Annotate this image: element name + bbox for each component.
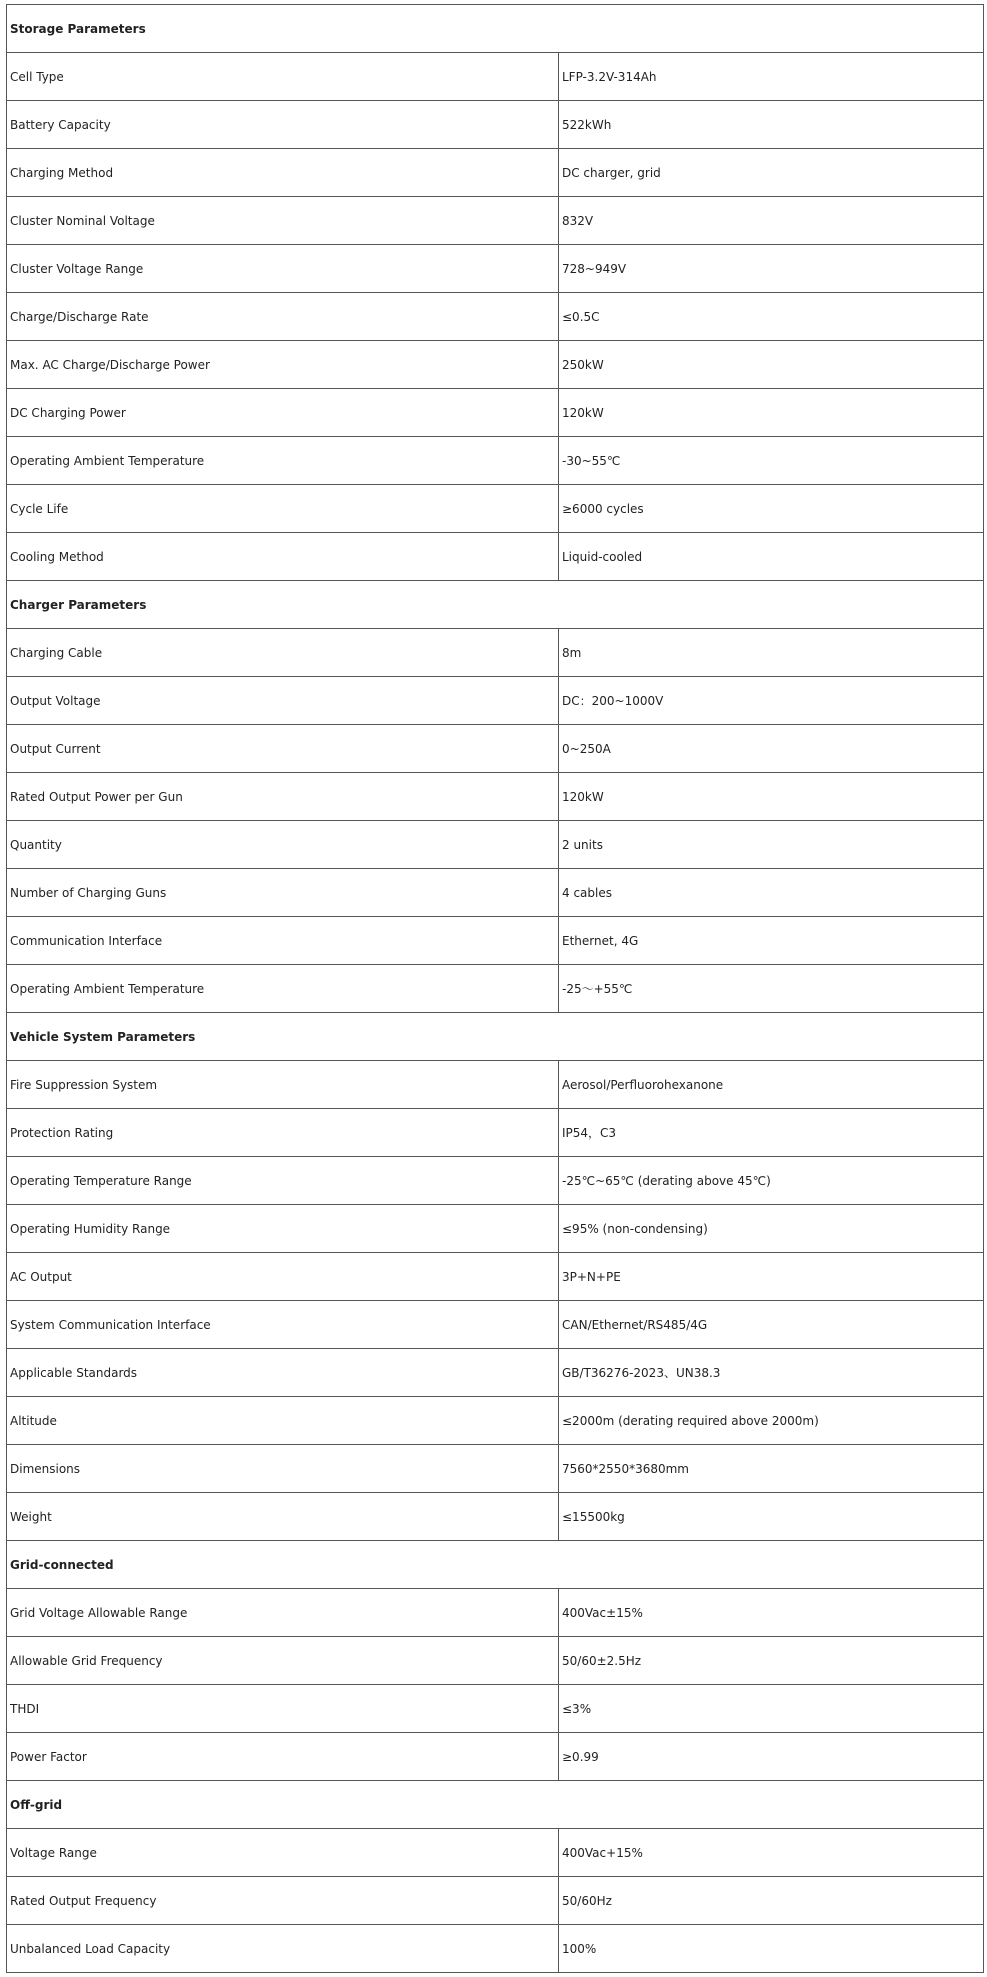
spec-table [6,4,984,1973]
section-header-vehicle [7,1013,984,1061]
param-label: Operating Ambient Temperature [7,437,559,485]
param-value: Ethernet, 4G [559,917,984,965]
param-label: Grid Voltage Allowable Range [7,1589,559,1637]
param-label: Output Current [7,725,559,773]
param-label: THDI [7,1685,559,1733]
table-row [7,1157,984,1205]
param-value: -30~55℃ [559,437,984,485]
table-row [7,341,984,389]
param-label: Max. AC Charge/Discharge Power [7,341,559,389]
param-label: Allowable Grid Frequency [7,1637,559,1685]
table-row [7,485,984,533]
param-label: Rated Output Frequency [7,1877,559,1925]
param-value: ≤2000m (derating required above 2000m) [559,1397,984,1445]
param-label: DC Charging Power [7,389,559,437]
param-value: LFP-3.2V-314Ah [559,53,984,101]
param-value: 400Vac+15% [559,1829,984,1877]
param-value: 400Vac±15% [559,1589,984,1637]
table-row [7,1877,984,1925]
table-row [7,773,984,821]
table-row [7,1733,984,1781]
param-value: GB/T36276-2023、UN38.3 [559,1349,984,1397]
param-value: -25℃~65℃ (derating above 45℃) [559,1157,984,1205]
param-value: 7560*2550*3680mm [559,1445,984,1493]
table-row [7,965,984,1013]
param-label: Protection Rating [7,1109,559,1157]
table-row [7,1061,984,1109]
param-value: 522kWh [559,101,984,149]
table-row [7,725,984,773]
param-value: 100% [559,1925,984,1973]
param-value: IP54，C3 [559,1109,984,1157]
table-row [7,245,984,293]
param-label: Weight [7,1493,559,1541]
param-value: 120kW [559,773,984,821]
param-value: 4 cables [559,869,984,917]
param-value: 2 units [559,821,984,869]
table-row [7,677,984,725]
section-header-grid-connected [7,1541,984,1589]
param-value: ≤95% (non-condensing) [559,1205,984,1253]
param-label: Operating Temperature Range [7,1157,559,1205]
table-row [7,869,984,917]
table-row [7,1253,984,1301]
param-value: 50/60±2.5Hz [559,1637,984,1685]
param-label: Battery Capacity [7,101,559,149]
table-row [7,1349,984,1397]
param-label: Power Factor [7,1733,559,1781]
param-label: Cycle Life [7,485,559,533]
section-header-charger [7,581,984,629]
param-value: 728~949V [559,245,984,293]
section-title: Vehicle System Parameters [7,1013,984,1061]
param-value: Liquid-cooled [559,533,984,581]
param-value: DC：200~1000V [559,677,984,725]
param-label: Rated Output Power per Gun [7,773,559,821]
param-value: 250kW [559,341,984,389]
section-title: Off-grid [7,1781,984,1829]
table-row [7,1925,984,1973]
table-row [7,533,984,581]
param-value: ≤0.5C [559,293,984,341]
param-label: Fire Suppression System [7,1061,559,1109]
param-label: Charging Method [7,149,559,197]
table-row [7,1397,984,1445]
section-title: Grid-connected [7,1541,984,1589]
param-label: Charge/Discharge Rate [7,293,559,341]
param-value: 0~250A [559,725,984,773]
table-row [7,1301,984,1349]
param-label: Operating Ambient Temperature [7,965,559,1013]
param-label: Number of Charging Guns [7,869,559,917]
param-label: Unbalanced Load Capacity [7,1925,559,1973]
table-row [7,1445,984,1493]
section-title: Charger Parameters [7,581,984,629]
param-label: Communication Interface [7,917,559,965]
param-value: 120kW [559,389,984,437]
table-row [7,1109,984,1157]
param-label: Cooling Method [7,533,559,581]
param-value: ≥6000 cycles [559,485,984,533]
param-value: 8m [559,629,984,677]
param-label: Operating Humidity Range [7,1205,559,1253]
section-title: Storage Parameters [7,5,984,53]
param-value: ≤15500kg [559,1493,984,1541]
param-value: 832V [559,197,984,245]
param-label: Cell Type [7,53,559,101]
table-row [7,629,984,677]
table-row [7,1829,984,1877]
param-label: Applicable Standards [7,1349,559,1397]
table-row [7,197,984,245]
param-label: Dimensions [7,1445,559,1493]
table-row [7,1589,984,1637]
table-row [7,293,984,341]
section-header-off-grid [7,1781,984,1829]
param-label: Altitude [7,1397,559,1445]
param-value: ≥0.99 [559,1733,984,1781]
table-row [7,101,984,149]
param-value: 3P+N+PE [559,1253,984,1301]
param-label: Voltage Range [7,1829,559,1877]
table-row [7,1637,984,1685]
table-row [7,1685,984,1733]
param-value: DC charger, grid [559,149,984,197]
table-row [7,821,984,869]
param-value: Aerosol/Perfluorohexanone [559,1061,984,1109]
param-label: System Communication Interface [7,1301,559,1349]
table-row [7,1493,984,1541]
table-row [7,149,984,197]
table-row [7,1205,984,1253]
param-label: AC Output [7,1253,559,1301]
table-row [7,917,984,965]
param-label: Output Voltage [7,677,559,725]
table-row [7,389,984,437]
table-row [7,53,984,101]
param-label: Cluster Nominal Voltage [7,197,559,245]
param-value: 50/60Hz [559,1877,984,1925]
param-label: Quantity [7,821,559,869]
param-value: -25～+55℃ [559,965,984,1013]
section-header-storage [7,5,984,53]
table-row [7,437,984,485]
param-value: CAN/Ethernet/RS485/4G [559,1301,984,1349]
param-label: Cluster Voltage Range [7,245,559,293]
param-value: ≤3% [559,1685,984,1733]
param-label: Charging Cable [7,629,559,677]
